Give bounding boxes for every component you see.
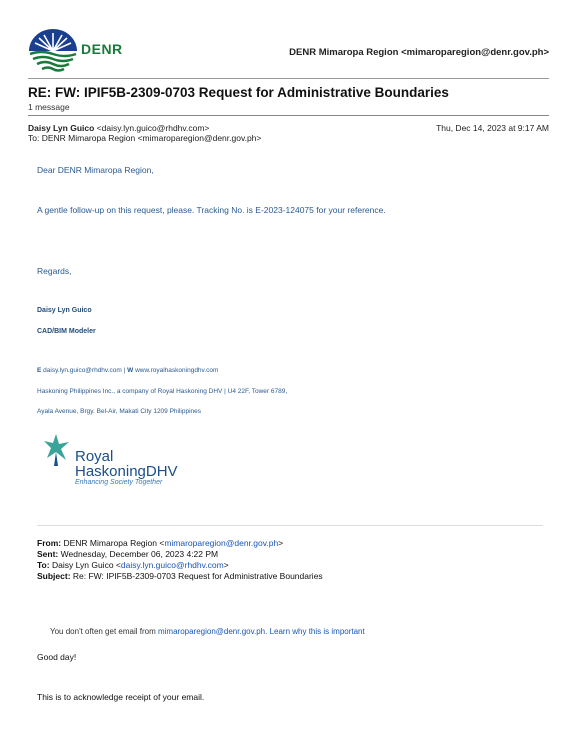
signature-web-link[interactable]: www.royalhaskoningdhv.com (135, 367, 219, 374)
subject-value: Re: FW: IPIF5B-2309-0703 Request for Administrative Boundaries (72, 571, 323, 581)
greeting: Dear DENR Mimaropa Region, (37, 165, 154, 175)
subject-divider (28, 115, 549, 116)
acknowledge-text: This is to acknowledge receipt of your email. (37, 692, 205, 702)
signature-address-line1: Haskoning Philippines Inc., a company of Royal Haskoning DHV | U4 22F, Tower 6789, (37, 388, 288, 395)
to-email-link[interactable]: daisy.lyn.guico@rhdhv.com (120, 560, 224, 570)
email-label: E (37, 367, 42, 374)
external-sender-notice (50, 627, 365, 636)
quoted-sent (37, 549, 218, 559)
sender (28, 123, 209, 133)
quoted-subject (37, 571, 323, 581)
to-name: Daisy Lyn Guico < (51, 560, 121, 570)
signature-address-line2: Ayala Avenue, Brgy. Bel-Air, Makati City 1209 Philippines (37, 408, 202, 415)
email-subject: RE: FW: IPIF5B-2309-0703 Request for Administrative Boundaries (28, 85, 449, 100)
from-name: DENR Mimaropa Region < (63, 538, 165, 548)
subject-label: Subject: (37, 571, 71, 581)
email-recipient: To: DENR Mimaropa Region <mimaroparegion@denr.gov.ph> (28, 133, 262, 143)
from-label: From: (37, 538, 62, 548)
signature-title: CAD/BIM Modeler (37, 328, 96, 335)
to-close: > (223, 560, 229, 570)
signature-name: Daisy Lyn Guico (37, 307, 92, 314)
quoted-from (37, 538, 283, 548)
rh-logo-line2: HaskoningDHV (75, 463, 178, 480)
notice-email-link[interactable]: mimaroparegion@denr.gov.ph (157, 627, 266, 636)
rh-logo-line1: Royal (75, 448, 114, 465)
email-date: Thu, Dec 14, 2023 at 9:17 AM (436, 123, 549, 133)
header-divider (28, 78, 549, 79)
separator: | (123, 367, 126, 374)
from-close: > (278, 538, 284, 548)
closing: Regards, (37, 266, 72, 276)
signature-email-link[interactable]: daisy.lyn.guico@rhdhv.com (43, 367, 122, 374)
denr-logo-icon (27, 29, 79, 73)
learn-why-link[interactable]: . Learn why this is important (265, 627, 365, 636)
message-count: 1 message (28, 102, 70, 112)
signature-contact (37, 367, 218, 374)
web-label: W (127, 367, 134, 374)
sent-value: Wednesday, December 06, 2023 4:22 PM (60, 549, 219, 559)
royal-haskoningdhv-logo-icon (42, 432, 74, 470)
sender-email: <daisy.lyn.guico@rhdhv.com> (96, 123, 210, 133)
to-label: To: (37, 560, 50, 570)
quoted-divider (37, 525, 543, 526)
from-email-link[interactable]: mimaroparegion@denr.gov.ph (164, 538, 279, 548)
denr-logo-text: DENR (81, 41, 123, 57)
message-text: A gentle follow-up on this request, please. Tracking No. is E-2023-124075 for your reference. (37, 205, 386, 215)
sent-label: Sent: (37, 549, 59, 559)
quoted-to (37, 560, 229, 570)
good-day-text: Good day! (37, 652, 77, 662)
sender-name: Daisy Lyn Guico (28, 123, 95, 133)
account-label: DENR Mimaropa Region <mimaroparegion@denr.gov.ph> (289, 47, 549, 58)
rh-logo-tagline: Enhancing Society Together (75, 479, 163, 486)
notice-text: You don't often get email from (50, 627, 158, 636)
